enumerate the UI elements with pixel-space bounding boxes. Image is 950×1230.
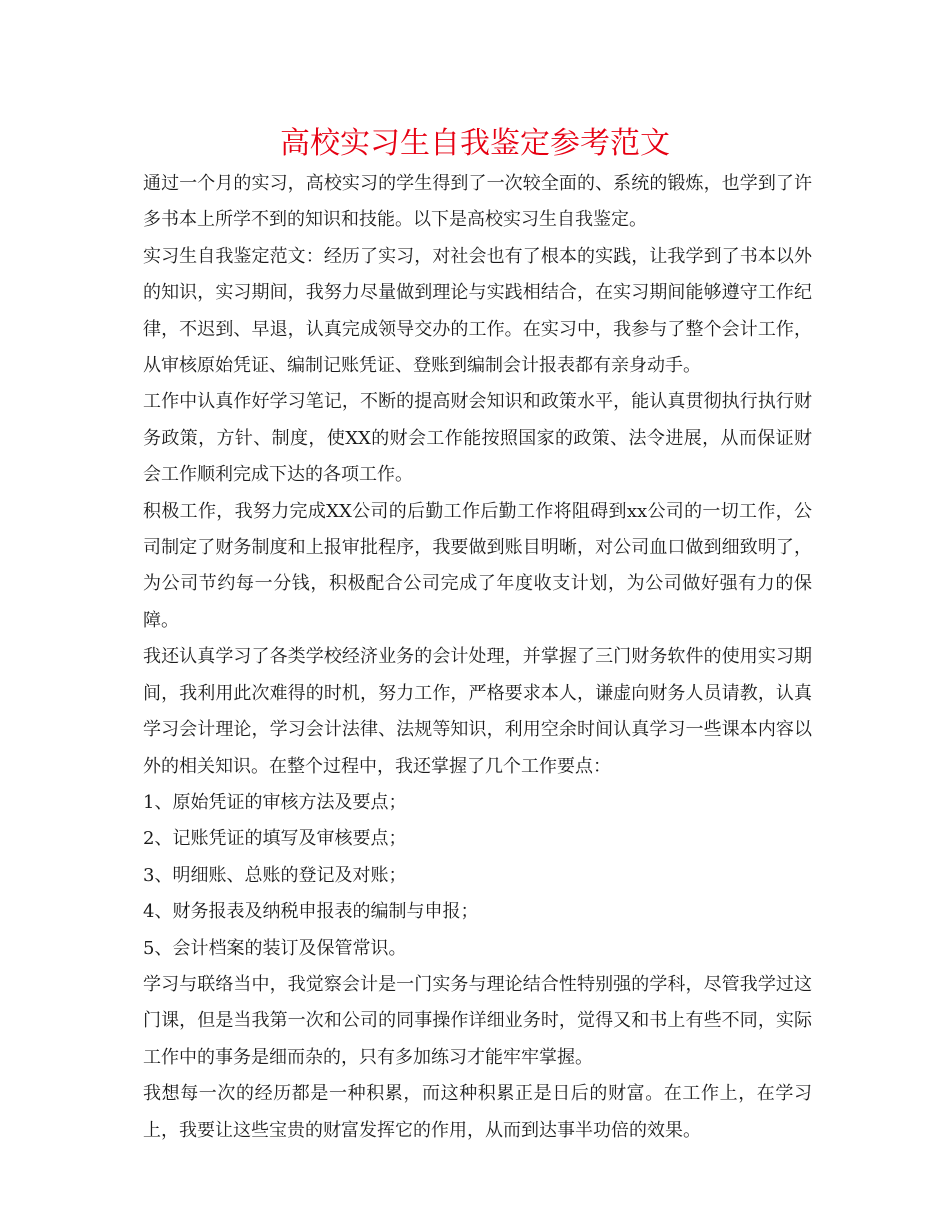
paragraph-intro: 通过一个月的实习，高校实习的学生得到了一次较全面的、系统的锻炼，也学到了许多书本上所学不到的知识和技能。以下是高校实习生自我鉴定。 [143,173,812,231]
paragraph-study-notes: 工作中认真作好学习笔记，不断的提高财会知识和政策水平，能认真贯彻执行执行财务政策，方针、制度，使XX的财会工作能按照国家的政策、法令进展，从而保证财会工作顺利完成下达的各项工作。 [143,391,812,486]
document-body [143,166,812,1149]
paragraph-logistics: 积极工作，我努力完成XX公司的后勤工作后勤工作将阻碍到xx公司的一切工作，公司制定了财务制度和上报审批程序，我要做到账目明晰，对公司血口做到细致明了，为公司节约每一分钱，积极配合公司完成了年度收支计划，为公司做好强有力的保障。 [143,500,812,631]
paragraph-accounting-study: 我还认真学习了各类学校经济业务的会计处理，并掌握了三门财务软件的使用实习期间，我利用此次难得的时机，努力工作，严格要求本人，谦虚向财务人员请教，认真学习会计理论，学习会计法律、法规等知识，利用空余时间认真学习一些课本内容以外的相关知识。在整个过程中，我还掌握了几个工作要点： [143,646,812,777]
paragraph-reflection: 学习与联络当中，我觉察会计是一门实务与理论结合性特别强的学科，尽管我学过这门课，但是当我第一次和公司的同事操作详细业务时，觉得又和书上有些不同，实际工作中的事务是细而杂的，只有多加练习才能牢牢掌握。 [143,973,812,1068]
list-item: 2、记账凭证的填写及审核要点； [143,828,407,850]
paragraph-sample: 实习生自我鉴定范文：经历了实习，对社会也有了根本的实践，让我学到了书本以外的知识，实习期间，我努力尽量做到理论与实践相结合，在实习期间能够遵守工作纪律，不迟到、早退，认真完成领导交办的工作。在实习中，我参与了整个会计工作，从审核原始凭证、编制记账凭证、登账到编制会计报表都有亲身动手。 [143,245,812,377]
list-item: 5、会计档案的装订及保管常识。 [143,937,407,959]
list-item: 4、财务报表及纳税申报表的编制与申报； [143,901,479,923]
paragraph-conclusion: 我想每一次的经历都是一种积累，而这种积累正是日后的财富。在工作上，在学习上，我要让这些宝贵的财富发挥它的作用，从而到达事半功倍的效果。 [143,1083,812,1141]
list-item: 1、原始凭证的审核方法及要点； [143,791,407,813]
document-title: 高校实习生自我鉴定参考范文 [280,126,670,161]
list-item: 3、明细账、总账的登记及对账； [143,864,407,886]
